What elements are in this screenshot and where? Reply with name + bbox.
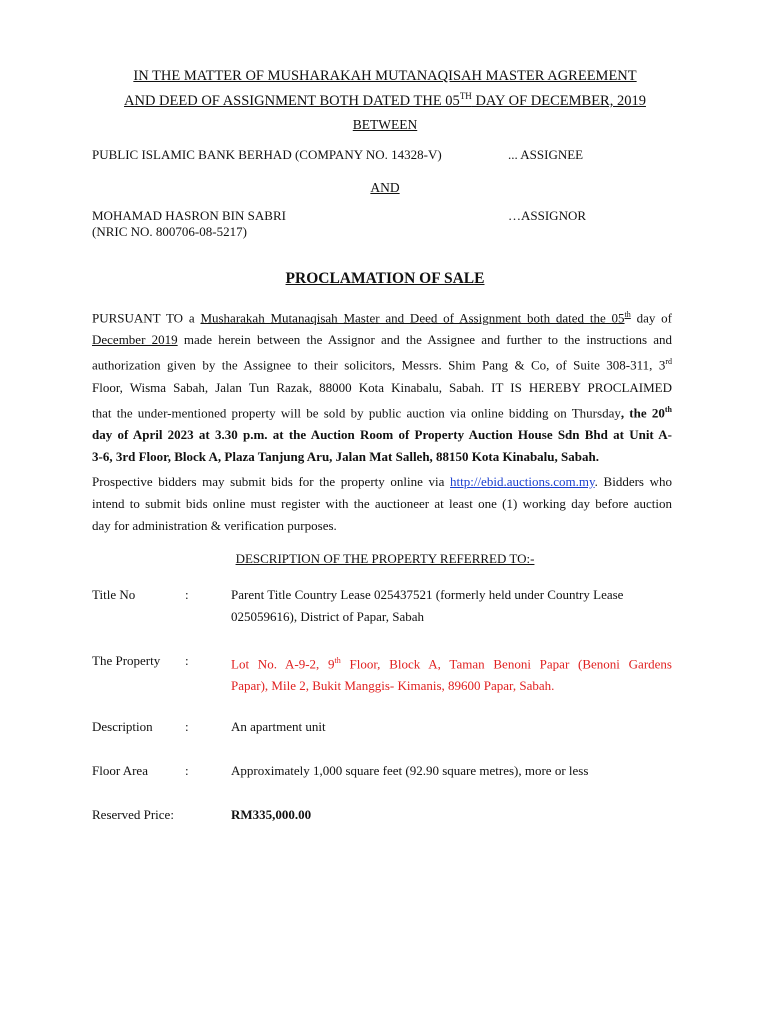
bidders-text: . Bidders who <box>594 474 672 489</box>
title-line-2 <box>0 86 770 111</box>
and-label: AND <box>370 180 400 195</box>
title-no-line: Parent Title Country Lease 025437521 (formerly held under Country Lease <box>231 587 624 602</box>
property-label: The Property <box>92 653 161 668</box>
pursuant-line: day of April 2023 at 3.30 p.m. at the Auction Room of Property Auction House Sdn Bhd at Unit A- <box>92 426 672 442</box>
pursuant-text: day of <box>630 310 672 326</box>
bidders-line: intend to submit bids online must register with the auctioneer at least one (1) working day before auction <box>92 496 672 511</box>
assignor-role: …ASSIGNOR <box>508 208 587 223</box>
description-value: An apartment unit <box>231 719 326 734</box>
floor-area-value: Approximately 1,000 square feet (92.90 square metres), more or less <box>231 763 589 778</box>
pursuant-agreement-ref: Musharakah Mutanaqisah Master and Deed of Assignment both dated the 05 <box>200 310 625 326</box>
assignor-name: MOHAMAD HASRON BIN SABRI <box>92 208 286 223</box>
pursuant-line <box>92 351 672 376</box>
pursuant-text: that the under-mentioned property will be sold by public auction via online bidding on Thursday <box>92 404 621 420</box>
assignee-name: PUBLIC ISLAMIC BANK BERHAD (COMPANY NO. 14328-V) <box>92 147 442 162</box>
title-no-label: Title No <box>92 587 136 602</box>
colon: : <box>185 763 189 778</box>
pursuant-line <box>92 304 672 329</box>
floor-area-label: Floor Area <box>92 763 148 778</box>
title-no-line: 025059616), District of Papar, Sabah <box>231 609 425 624</box>
pursuant-text: made herein between the Assignor and the Assignee and further to the instructions and <box>177 332 672 348</box>
bidders-line: day for administration & verification purposes. <box>92 518 337 533</box>
bidders-line <box>92 471 672 493</box>
pursuant-sup: th <box>664 404 672 414</box>
title-line-2-sup: TH <box>459 91 472 101</box>
title-no-value <box>231 584 672 628</box>
pursuant-line: 3-6, 3rd Floor, Block A, Plaza Tanjung Aru, Jalan Mat Salleh, 88150 Kota Kinabalu, Sabah. <box>92 448 599 464</box>
bidders-paragraph <box>92 471 672 537</box>
colon: : <box>185 587 189 602</box>
reserved-price-label: Reserved Price: <box>92 807 174 822</box>
pursuant-paragraph <box>92 304 672 468</box>
colon: : <box>185 653 189 668</box>
title-line-1: IN THE MATTER OF MUSHARAKAH MUTANAQISAH MASTER AGREEMENT <box>133 68 637 84</box>
title-line-2-pre: AND DEED OF ASSIGNMENT BOTH DATED THE 05 <box>124 92 460 109</box>
title-line-2-post: DAY OF DECEMBER, 2019 <box>471 92 646 109</box>
document-title <box>0 66 770 111</box>
pursuant-line: Floor, Wisma Sabah, Jalan Tun Razak, 88000 Kota Kinabalu, Sabah. IT IS HEREBY PROCLAIMED <box>92 379 672 395</box>
property-line <box>231 650 672 675</box>
proclamation-heading: PROCLAMATION OF SALE <box>285 270 485 287</box>
property-value <box>231 650 672 697</box>
pursuant-bold-text: , the 20 <box>620 404 665 420</box>
description-heading: DESCRIPTION OF THE PROPERTY REFERRED TO:- <box>235 551 535 566</box>
pursuant-sup: th <box>624 310 631 319</box>
bidders-text: Prospective bidders may submit bids for the property online via <box>92 474 450 489</box>
property-line: Papar), Mile 2, Bukit Manggis- Kimanis, 89600 Papar, Sabah. <box>231 678 555 694</box>
reserved-price-value: RM335,000.00 <box>231 807 312 822</box>
pursuant-text: PURSUANT TO a <box>92 310 201 326</box>
pursuant-line <box>92 399 672 424</box>
property-text: Lot No. A-9-2, 9 <box>231 656 335 672</box>
colon: : <box>185 719 189 734</box>
property-sup: th <box>334 656 341 665</box>
between-label: BETWEEN <box>352 117 418 132</box>
property-text: Floor, Block A, Taman Benoni Papar (Benoni Gardens <box>340 656 672 672</box>
pursuant-line <box>92 329 672 351</box>
pursuant-text: authorization given by the Assignee to their solicitors, Messrs. Shim Pang & Co, of Suite 308-311, 3 <box>92 357 666 373</box>
description-label: Description <box>92 719 153 734</box>
ebid-link[interactable]: http://ebid.auctions.com.my <box>450 474 595 489</box>
pursuant-sup: rd <box>665 357 672 367</box>
assignor-nric: (NRIC NO. 800706-08-5217) <box>92 224 247 239</box>
pursuant-date-ref: December 2019 <box>92 332 178 348</box>
assignee-role: ... ASSIGNEE <box>508 147 584 162</box>
